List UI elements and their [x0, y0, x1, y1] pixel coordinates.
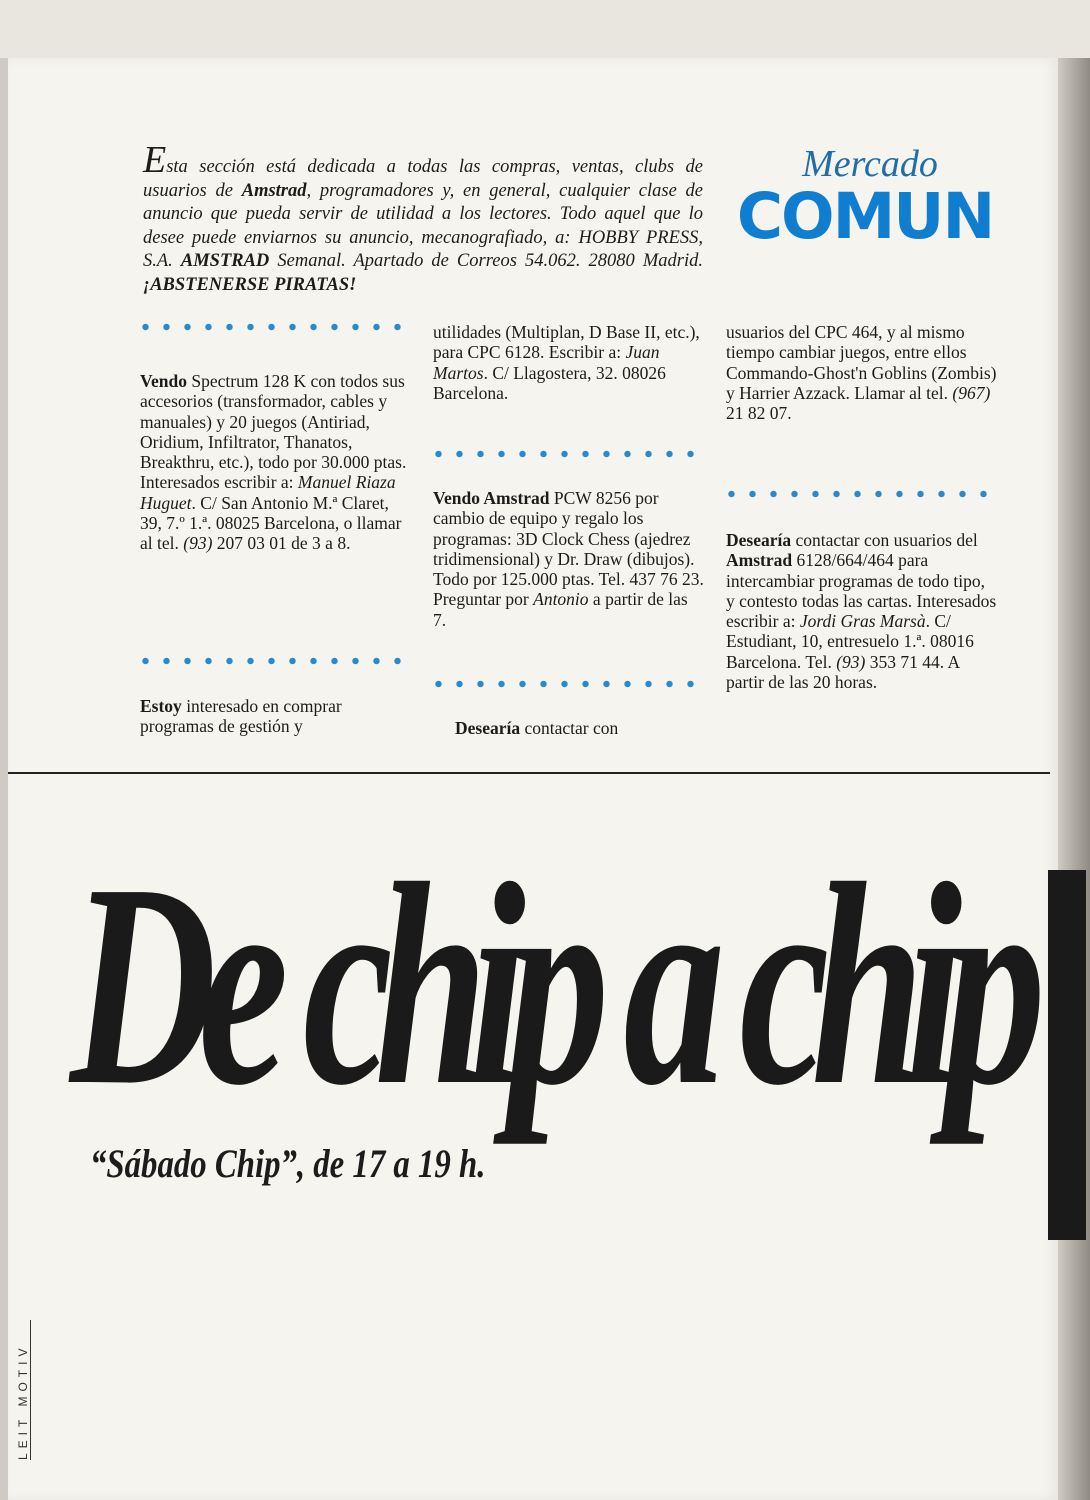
- logo-mercado: Mercado: [802, 143, 938, 185]
- feature-subtitle: “Sábado Chip”, de 17 a 19 h.: [90, 1141, 486, 1186]
- dotted-separator: [721, 489, 997, 499]
- ad-lead: Vendo: [140, 371, 188, 391]
- ad-lead: Desearía: [726, 530, 792, 550]
- ad-text: . C/ San Antonio M.ª Claret, 39, 7.º 1.ª. 08025 Barcelona, o llamar al tel.: [140, 492, 402, 554]
- ad-phone: 207 03 01 de 3 a 8.: [212, 533, 351, 554]
- ad-area-code: (93): [183, 533, 213, 554]
- intro-brand-amstrad-caps: AMSTRAD: [180, 251, 270, 271]
- ad-text: 6128/664/464 para intercambiar programas de todo tipo, y contesto todas las cartas. Interesados escribir a:: [726, 550, 997, 632]
- ad-text: contactar con: [520, 718, 619, 738]
- classified-ad-2-end: [433, 322, 705, 403]
- ad-lead: Desearía: [455, 718, 521, 738]
- classified-ad-4-start: [455, 718, 727, 738]
- intro-paragraph: [143, 139, 703, 297]
- intro-warning: ¡ABSTENERSE PIRATAS!: [143, 274, 357, 295]
- classified-ad-2-start: [140, 696, 412, 737]
- ad-text: Spectrum 128 K con todos sus accesorios (transformador, cables y manuales) y 20 juegos (Antiriad, Oridium, Infiltrator, Thanatos, Breakthru, etc.), todo por 30.000 ptas. Interesados escribir a:: [140, 371, 407, 493]
- classified-ad-3: [433, 488, 705, 630]
- logo-comun: COMUN: [736, 180, 994, 253]
- headline-edge-bar: [1048, 870, 1086, 1240]
- ad-text: . C/ Estudiant, 10, entresuelo 1.ª. 08016 Barcelona. Tel.: [726, 611, 974, 672]
- ad-lead: Vendo Amstrad: [433, 488, 550, 508]
- ad-text: PCW 8256 por cambio de equipo y regalo los programas: 3D Clock Chess (ajedrez tridimensional) y Dr. Draw (dibujos). Todo por 125.000 ptas. Tel. 437 76 23. Preguntar por: [433, 488, 704, 610]
- ad-text: interesado en comprar programas de gestión y: [140, 696, 342, 737]
- classified-ad-4-end: [726, 322, 998, 423]
- ad-area-code: (967): [952, 382, 991, 403]
- section-label-text: LEIT MOTIV: [16, 1343, 30, 1460]
- classified-ad-1: [140, 371, 412, 554]
- ad-area-code: (93): [836, 651, 866, 672]
- ad-text: . C/ Llagostera, 32. 08026 Barcelona.: [433, 362, 666, 403]
- intro-dropcap: E: [143, 139, 167, 181]
- intro-text-2: , programadores y, en general, cualquier clase de anuncio que pueda servir de utilidad a los lectores. Todo aquel que lo desee puede enviarnos su anuncio, mecanografiado, a: HOBBY PRESS, S.A.: [143, 180, 703, 271]
- dotted-separator: [428, 679, 704, 689]
- ad-text: a partir de las 7.: [433, 589, 688, 630]
- section-label: [12, 1320, 36, 1460]
- feature-headline: De chip a chip: [70, 824, 1028, 1145]
- section-divider: [8, 772, 1050, 774]
- classified-ad-5: [726, 530, 998, 692]
- ad-text: contactar con usuarios del: [791, 530, 978, 550]
- dotted-separator: [135, 656, 407, 666]
- intro-brand-amstrad: Amstrad: [241, 180, 307, 201]
- page-left-edge: [0, 58, 8, 1500]
- intro-text-1: sta sección está dedicada a todas las compras, ventas, clubs de usuarios de: [143, 157, 703, 201]
- ad-contact-name: Juan Martos: [433, 342, 660, 383]
- dotted-separator: [135, 322, 407, 332]
- page-spine-shadow: [1058, 58, 1090, 1500]
- ad-brand: Amstrad: [726, 550, 793, 571]
- ad-phone: 353 71 44. A partir de las 20 horas.: [726, 651, 960, 693]
- ad-text: utilidades (Multiplan, D Base II, etc.), para CPC 6128. Escribir a:: [433, 322, 700, 363]
- ad-contact-name: Manuel Riaza Huguet: [140, 472, 396, 513]
- ad-contact-name: Antonio: [533, 589, 589, 610]
- ad-lead: Estoy: [140, 696, 182, 716]
- dotted-separator: [428, 449, 704, 459]
- ad-contact-name: Jordi Gras Marsà: [799, 611, 926, 632]
- ad-phone: 21 82 07.: [726, 403, 792, 424]
- ad-text: usuarios del CPC 464, y al mismo tiempo cambiar juegos, entre ellos Commando-Ghost'n Goblins (Zombis) y Harrier Azzack. Llamar al tel.: [726, 322, 997, 403]
- intro-text-3: Semanal. Apartado de Correos 54.062. 28080 Madrid.: [269, 251, 703, 271]
